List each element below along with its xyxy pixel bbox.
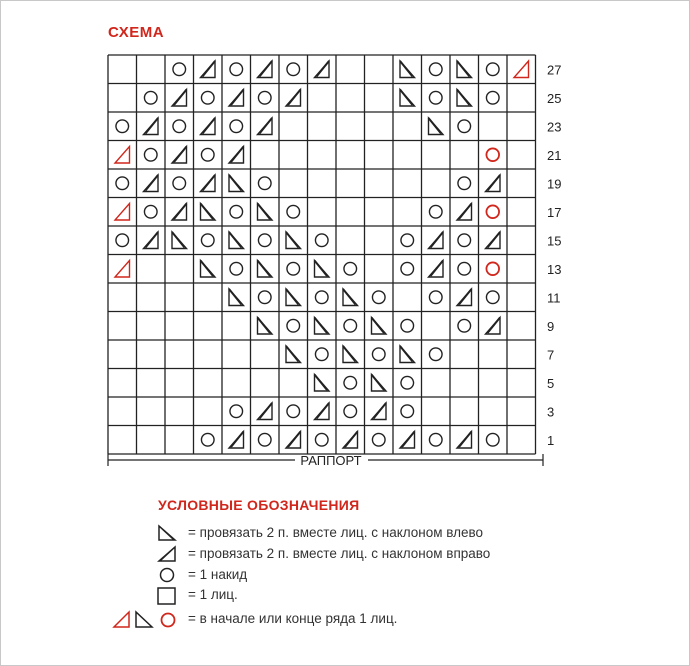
k2tog-stroke	[372, 318, 385, 334]
yarn-over-icon	[230, 63, 243, 76]
row-number: 25	[547, 90, 562, 106]
k2tog-stroke	[201, 204, 214, 220]
edge-k2tog-right-icon	[115, 261, 130, 278]
edge-k2tog-right-icon	[514, 61, 529, 78]
yarn-over-icon	[401, 319, 414, 332]
chart-title: СХЕМА	[108, 24, 165, 41]
rapport-label: РАППОРТ	[300, 453, 362, 468]
yarn-over-icon	[429, 291, 442, 304]
legend-item-edge: = в начале или конце ряда 1 лиц.	[188, 611, 398, 626]
k2tog-stroke	[231, 90, 244, 106]
yarn-over-icon	[344, 376, 357, 389]
yarn-over-icon	[258, 234, 271, 247]
edge-yarn-over-icon	[486, 205, 499, 218]
triangle-right-icon	[156, 545, 178, 568]
k2tog-stroke	[229, 175, 242, 191]
yarn-over-icon	[287, 319, 300, 332]
legend-title: УСЛОВНЫЕ ОБОЗНАЧЕНИЯ	[158, 497, 360, 513]
yarn-over-icon	[201, 234, 214, 247]
row-number: 17	[547, 204, 562, 220]
yarn-over-icon	[315, 348, 328, 361]
k2tog-stroke	[402, 432, 415, 448]
yarn-over-icon	[486, 433, 499, 446]
k2tog-stroke	[174, 204, 187, 220]
yarn-over-icon	[486, 91, 499, 104]
k2tog-stroke	[231, 432, 244, 448]
k2tog-stroke	[174, 147, 187, 163]
k2tog-stroke	[258, 261, 271, 277]
k2tog-stroke	[231, 147, 244, 163]
k2tog-stroke	[260, 61, 273, 77]
k2tog-stroke	[146, 232, 159, 248]
yarn-over-icon	[201, 433, 214, 446]
yarn-over-icon	[230, 205, 243, 218]
k2tog-stroke	[459, 289, 472, 305]
yarn-over-icon	[315, 234, 328, 247]
legend-item-k2tog-left: = провязать 2 п. вместе лиц. с наклоном влево	[188, 525, 484, 540]
yarn-over-icon	[458, 319, 471, 332]
row-number: 7	[547, 347, 555, 363]
yarn-over-icon	[144, 148, 157, 161]
yarn-over-icon	[458, 262, 471, 275]
yarn-over-icon	[372, 291, 385, 304]
k2tog-stroke	[457, 61, 470, 77]
k2tog-stroke	[431, 232, 444, 248]
k2tog-stroke	[172, 232, 185, 248]
yarn-over-icon	[458, 120, 471, 133]
yarn-over-icon	[173, 177, 186, 190]
k2tog-stroke	[317, 403, 330, 419]
row-number: 5	[547, 375, 555, 391]
yarn-over-icon	[429, 348, 442, 361]
yarn-over-icon	[287, 405, 300, 418]
k2tog-stroke	[258, 318, 271, 334]
yarn-over-icon	[258, 177, 271, 190]
edge-k2tog-right-icon	[115, 204, 130, 221]
k2tog-stroke	[288, 90, 301, 106]
yarn-over-icon	[287, 205, 300, 218]
yarn-over-icon	[287, 262, 300, 275]
k2tog-stroke	[459, 204, 472, 220]
legend-item-knit: = 1 лиц.	[188, 587, 238, 602]
k2tog-stroke	[203, 175, 216, 191]
k2tog-stroke	[315, 261, 328, 277]
yarn-over-icon	[344, 405, 357, 418]
k2tog-stroke	[258, 204, 271, 220]
k2tog-stroke	[201, 261, 214, 277]
k2tog-stroke	[488, 175, 501, 191]
yarn-over-icon	[116, 234, 129, 247]
row-number: 3	[547, 404, 555, 420]
row-number: 11	[547, 290, 561, 306]
legend-item-yarn-over: = 1 накид	[188, 567, 248, 582]
k2tog-stroke	[315, 375, 328, 391]
row-number: 21	[547, 147, 562, 163]
yarn-over-icon	[372, 433, 385, 446]
k2tog-stroke	[431, 261, 444, 277]
edge-k2tog-right-icon	[115, 147, 130, 164]
k2tog-stroke	[229, 232, 242, 248]
yarn-over-icon	[401, 262, 414, 275]
k2tog-stroke	[260, 118, 273, 134]
yarn-over-icon	[486, 63, 499, 76]
k2tog-stroke	[457, 90, 470, 106]
k2tog-stroke	[288, 432, 301, 448]
k2tog-stroke	[343, 289, 356, 305]
yarn-over-icon	[116, 120, 129, 133]
legend-item-k2tog-right: = провязать 2 п. вместе лиц. с наклоном вправо	[188, 546, 491, 561]
k2tog-stroke	[400, 346, 413, 362]
yarn-over-icon	[258, 91, 271, 104]
yarn-over-icon	[173, 120, 186, 133]
square-icon	[156, 586, 178, 611]
row-number: 9	[547, 318, 555, 334]
yarn-over-icon	[315, 291, 328, 304]
row-number: 19	[547, 176, 562, 192]
yarn-over-icon	[173, 63, 186, 76]
k2tog-stroke	[400, 61, 413, 77]
yarn-over-icon	[401, 376, 414, 389]
k2tog-stroke	[146, 175, 159, 191]
k2tog-stroke	[286, 232, 299, 248]
yarn-over-icon	[458, 177, 471, 190]
yarn-over-icon	[344, 262, 357, 275]
yarn-over-icon	[230, 405, 243, 418]
yarn-over-icon	[344, 319, 357, 332]
yarn-over-icon	[230, 120, 243, 133]
edge-yarn-over-icon	[486, 262, 499, 275]
k2tog-stroke	[315, 318, 328, 334]
yarn-over-icon	[258, 291, 271, 304]
k2tog-stroke	[317, 61, 330, 77]
yarn-over-icon	[144, 91, 157, 104]
edge-symbols-icon	[112, 609, 184, 636]
k2tog-stroke	[229, 289, 242, 305]
k2tog-stroke	[459, 432, 472, 448]
row-number: 1	[547, 432, 555, 448]
k2tog-stroke	[488, 232, 501, 248]
edge-yarn-over-icon	[486, 148, 499, 161]
k2tog-stroke	[286, 289, 299, 305]
yarn-over-icon	[372, 348, 385, 361]
k2tog-stroke	[203, 118, 216, 134]
k2tog-stroke	[345, 432, 358, 448]
k2tog-stroke	[374, 403, 387, 419]
yarn-over-icon	[201, 148, 214, 161]
yarn-over-icon	[230, 262, 243, 275]
yarn-over-icon	[315, 433, 328, 446]
k2tog-stroke	[488, 318, 501, 334]
yarn-over-icon	[486, 291, 499, 304]
yarn-over-icon	[144, 205, 157, 218]
yarn-over-icon	[429, 91, 442, 104]
k2tog-stroke	[174, 90, 187, 106]
yarn-over-icon	[429, 433, 442, 446]
yarn-over-icon	[429, 63, 442, 76]
row-number: 13	[547, 261, 562, 277]
k2tog-stroke	[343, 346, 356, 362]
k2tog-stroke	[400, 90, 413, 106]
row-number: 15	[547, 233, 562, 249]
yarn-over-icon	[287, 63, 300, 76]
yarn-over-icon	[429, 205, 442, 218]
k2tog-stroke	[260, 403, 273, 419]
k2tog-stroke	[203, 61, 216, 77]
yarn-over-icon	[458, 234, 471, 247]
triangle-left-icon	[156, 524, 178, 547]
k2tog-stroke	[372, 375, 385, 391]
yarn-over-icon	[401, 405, 414, 418]
k2tog-stroke	[286, 346, 299, 362]
k2tog-stroke	[429, 118, 442, 134]
yarn-over-icon	[116, 177, 129, 190]
yarn-over-icon	[201, 91, 214, 104]
row-number: 23	[547, 119, 562, 135]
yarn-over-icon	[401, 234, 414, 247]
k2tog-stroke	[146, 118, 159, 134]
yarn-over-icon	[258, 433, 271, 446]
row-number: 27	[547, 62, 562, 78]
